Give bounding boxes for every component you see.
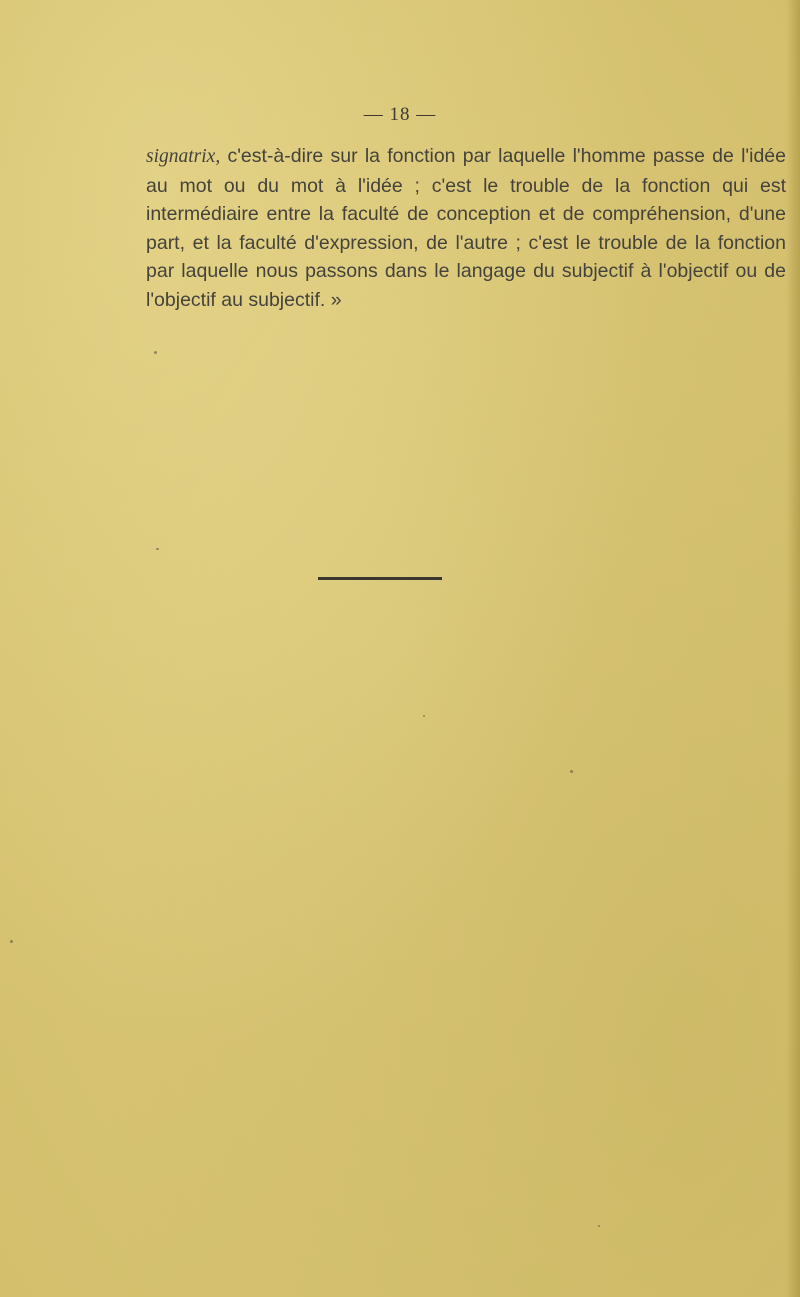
end-rule-divider: [318, 577, 442, 580]
paragraph-text: c'est-à-dire sur la fonction par laquelle l'homme passe de l'idée au mot ou du mot à l'idée ; c'est le trouble de la fonction qui est intermédiaire entre la faculté de conception et de compréhension, d'une part, et la faculté d'expression, de l'autre ; c'est le trouble de la fonction par laquelle nous passons dans le langage du subjectif à l'objectif ou de l'objectif au subjectif. »: [146, 145, 786, 311]
paragraph: [146, 142, 786, 314]
paper-speck: [10, 940, 13, 943]
paper-speck: [570, 770, 573, 773]
body-text: [146, 142, 786, 314]
paper-speck: [154, 351, 157, 354]
page-number: — 18 —: [363, 104, 437, 125]
italic-term: signatrix,: [146, 146, 221, 167]
page-edge-shadow: [786, 0, 800, 1297]
paper-speck: [156, 548, 159, 550]
paper-speck: [598, 1225, 600, 1227]
paper-speck: [423, 715, 425, 717]
